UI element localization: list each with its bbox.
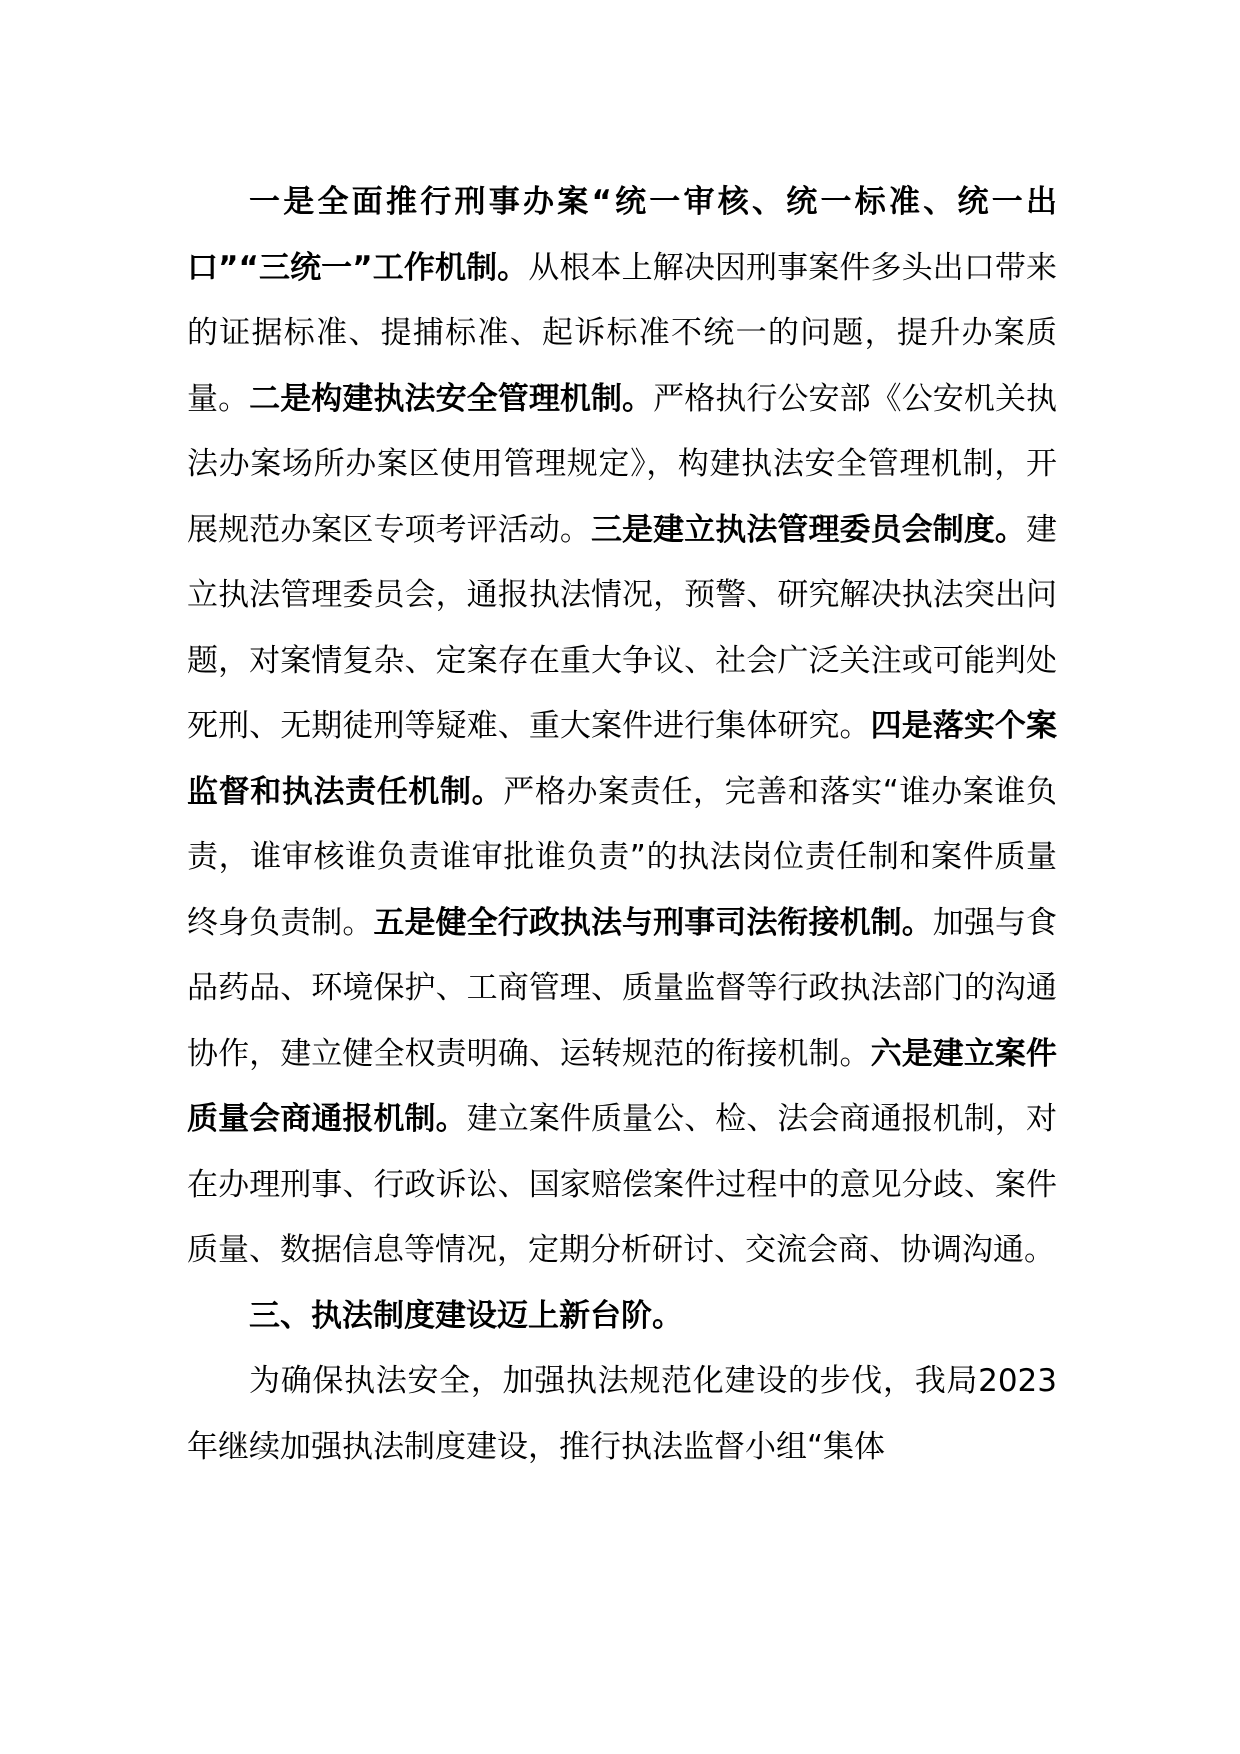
- point-1-body: 从根本上解决因刑事案件多头出口带来的证据标准、提捕标准、起诉标准不统一的问题，提升办案质量。: [187, 249, 1057, 417]
- body-paragraph-mechanisms: [187, 170, 1057, 1284]
- point-5-heading: 五是健全行政执法与刑事司法衔接机制。: [373, 904, 933, 941]
- section-heading: 三、执法制度建设迈上新台阶。: [249, 1297, 683, 1334]
- point-2-heading: 二是构建执法安全管理机制。: [249, 380, 654, 417]
- point-5-body: 加强与食品药品、环境保护、工商管理、质量监督等行政执法部门的沟通协作，建立健全权责明确、运转规范的衔接机制。: [187, 904, 1058, 1072]
- point-2-body: 严格执行公安部《公安机关执法办案场所办案区使用管理规定》，构建执法安全管理机制，开展规范办案区专项考评活动。: [187, 380, 1058, 548]
- point-3-body: 建立执法管理委员会，通报执法情况，预警、研究解决执法突出问题，对案情复杂、定案存在重大争议、社会广泛关注或可能判处死刑、无期徒刑等疑难、重大案件进行集体研究。: [187, 511, 1058, 744]
- point-6-heading: 六是建立案件质量会商通报机制。: [187, 1035, 1058, 1137]
- point-6-body: 建立案件质量公、检、法会商通报机制，对在办理刑事、行政诉讼、国家赔偿案件过程中的意见分歧、案件质量、数据信息等情况，定期分析研讨、交流会商、协调沟通。: [187, 1101, 1058, 1268]
- document-page: [187, 170, 1057, 1480]
- point-4-body: 严格办案责任，完善和落实“谁办案谁负责，谁审核谁负责谁审批谁负责”的执法岗位责任制和案件质量终身负责制。: [187, 773, 1058, 941]
- closing-paragraph: 为确保执法安全，加强执法规范化建设的步伐，我局2023年继续加强执法制度建设，推行执法监督小组“集体: [187, 1363, 1057, 1465]
- point-4-heading: 四是落实个案监督和执法责任机制。: [187, 708, 1058, 810]
- point-1-heading: 一是全面推行刑事办案“统一审核、统一标准、统一出口”“三统一”工作机制。: [187, 184, 1057, 286]
- point-3-heading: 三是建立执法管理委员会制度。: [590, 511, 1027, 548]
